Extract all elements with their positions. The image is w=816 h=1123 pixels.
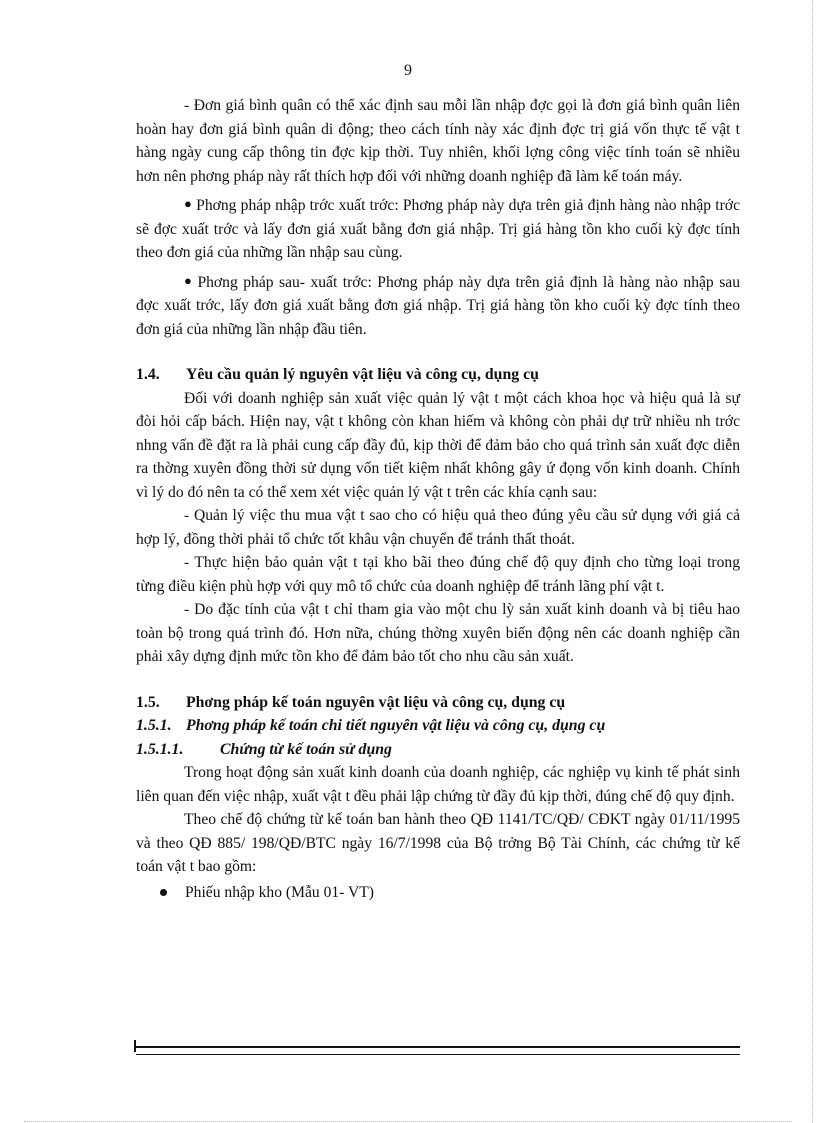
section-number: 1.4. bbox=[136, 366, 160, 383]
paragraph: - Do đặc tính của vật t chỉ tham gia vào một chu lỳ sản xuất kinh doanh và bị tiêu hao toàn bộ trong quá trình đó. Hơn nữa, chúng thờng xuyên biến động nên các doanh nghiệp cần phải xây dựng định mức tồn kho để đảm bảo tốt cho nhu cầu sản xuất. bbox=[136, 601, 740, 665]
footer-double-rule bbox=[136, 1046, 740, 1055]
bullet-paragraph-lifo bbox=[136, 271, 740, 342]
subsection-heading-1-5-1-1 bbox=[136, 738, 740, 762]
subsection-number: 1.5.1. bbox=[136, 717, 172, 734]
paragraph: - Quản lý việc thu mua vật t sao cho có hiệu quả theo đúng yêu cầu sử dụng với giá cả hợp lý, đồng thời phải tổ chức tốt khâu vận chuyển để tránh thất thoát. bbox=[136, 507, 740, 548]
subsection-title: Chứng từ kế toán sử dụng bbox=[220, 740, 392, 758]
bullet-paragraph-text: Phơng pháp sau- xuất trớc: Phơng pháp này dựa trên giả định là hàng nào nhập sau đợc xuất trớc, lấy đơn giá xuất bằng đơn giá nhập. Trị giá hàng tồn kho cuối kỳ đợc tính theo đơn giá của những lần nhập đầu tiên. bbox=[136, 273, 740, 338]
paragraph: Theo chế độ chứng từ kế toán ban hành theo QĐ 1141/TC/QĐ/ CĐKT ngày 01/11/1995 và theo QĐ 885/ 198/QĐ/BTC ngày 16/7/1998 của Bộ trởng Bộ Tài Chính, các chứng từ kế toán vật t bao gồm: bbox=[136, 811, 740, 875]
page-number: 9 bbox=[404, 62, 412, 79]
list-item-text: Phiếu nhập kho (Mẫu 01- VT) bbox=[185, 883, 374, 901]
bullet-icon bbox=[160, 889, 167, 896]
subsection-title: Phơng pháp kế toán chi tiết nguyên vật liệu và công cụ, dụng cụ bbox=[186, 717, 606, 734]
paragraph-average-price: - Đơn giá bình quân có thể xác định sau mỗi lần nhập đợc gọi là đơn giá bình quân liên hoàn hay đơn giá bình quân di động; theo cách tính này xác định đợc trị giá vốn thực tế vật t hàng ngày cung cấp thông tin đợc kịp thời. Tuy nhiên, khối lợng công việc tính toán sẽ nhiều hơn nên phơng pháp này rất thích hợp đối với những doanh nghiệp đã làm kế toán máy. bbox=[136, 97, 740, 185]
section-title: Yêu cầu quản lý nguyên vật liệu và công cụ, dụng cụ bbox=[186, 366, 539, 383]
paragraph: - Thực hiện bảo quản vật t tại kho bãi theo đúng chế độ quy định cho từng loại trong từng điều kiện phù hợp với quy mô tổ chức của doanh nghiệp để tránh lãng phí vật t. bbox=[136, 554, 740, 595]
subsection-number: 1.5.1.1. bbox=[136, 740, 184, 758]
section-number: 1.5. bbox=[136, 693, 160, 711]
paragraph: Trong hoạt động sản xuất kinh doanh của doanh nghiệp, các nghiệp vụ kinh tế phát sinh liên quan đến việc nhập, xuất vật t đều phải lập chứng từ đầy đủ kịp thời, đúng chế độ quy định. bbox=[136, 764, 740, 805]
subsection-heading-1-5-1 bbox=[136, 714, 740, 738]
page-edge-dotted-line bbox=[24, 1121, 792, 1122]
section-title: Phơng pháp kế toán nguyên vật liệu và công cụ, dụng cụ bbox=[186, 693, 566, 711]
bullet-paragraph-fifo bbox=[136, 194, 740, 265]
page-edge-dotted-line-right bbox=[812, 0, 813, 1123]
bullet-icon: ● bbox=[184, 196, 193, 211]
section-heading-1-5 bbox=[136, 691, 740, 715]
bullet-paragraph-text: Phơng pháp nhập trớc xuất trớc: Phơng pháp này dựa trên giả định hàng nào nhập trớc sẽ đợc xuất trớc và lấy đơn giá xuất bằng đơn giá nhập. Trị giá hàng tồn kho cuối kỳ đợc tính theo đơn giá của những lần nhập sau cùng. bbox=[136, 197, 740, 261]
list-item bbox=[136, 881, 740, 905]
paragraph: Đối với doanh nghiệp sản xuất việc quản lý vật t một cách khoa học và hiệu quả là sự đòi hỏi cấp bách. Hiện nay, vật t không còn khan hiếm và không còn phải dự trữ nhiều nh trớc nhng vấn đề đặt ra là phải cung cấp đầy đủ, kịp thời để đảm bảo cho quá trình sản xuất đợc diễn ra thờng xuyên đồng thời sử dụng vốn tiết kiệm nhất không gây ứ đọng vốn kinh doanh. Chính vì lý do đó nên ta có thể xem xét việc quản lý vật t trên các khía cạnh sau: bbox=[136, 389, 740, 501]
section-heading-1-4 bbox=[136, 363, 740, 387]
bullet-icon: ● bbox=[184, 272, 194, 288]
document-body bbox=[136, 94, 740, 904]
